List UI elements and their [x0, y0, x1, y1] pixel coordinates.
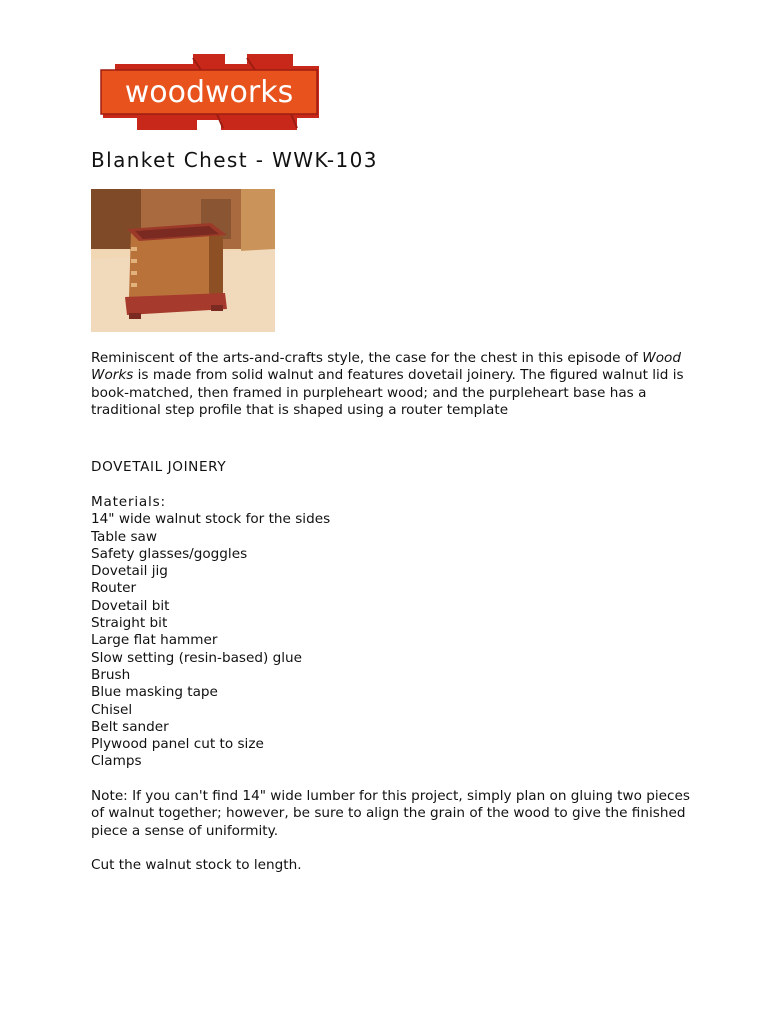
intro-paragraph	[91, 350, 691, 419]
list-item: Blue masking tape	[91, 684, 218, 701]
list-item: Straight bit	[91, 615, 168, 632]
list-item: Table saw	[91, 528, 158, 545]
list-item: Slow setting (resin-based) glue	[91, 649, 302, 666]
materials-list	[91, 494, 691, 771]
materials-label: Materials:	[91, 494, 166, 510]
instruction-paragraph: Cut the walnut stock to length.	[91, 857, 302, 873]
list-item: Router	[91, 580, 137, 597]
list-item: Belt sander	[91, 718, 169, 735]
logo-text: woodworks	[124, 75, 294, 110]
page-title: Blanket Chest - WWK-103	[91, 148, 378, 172]
intro-text-after: is made from solid walnut and features dovetail joinery. The figured walnut lid is book-matched, then framed in purpleheart wood; and the purpleheart base has a traditional step profile that is shaped using a router template	[91, 367, 684, 418]
list-item: Brush	[91, 666, 131, 683]
list-item: Safety glasses/goggles	[91, 545, 248, 562]
list-item: Dovetail bit	[91, 597, 170, 614]
list-item: Clamps	[91, 753, 142, 770]
list-item: Large flat hammer	[91, 632, 218, 649]
note-paragraph: Note: If you can't find 14" wide lumber for this project, simply plan on gluing two pieces of walnut together; however, be sure to align the grain of the wood to give the finished piece a sense of uniformity.	[91, 788, 690, 839]
list-item: 14" wide walnut stock for the sides	[91, 511, 331, 528]
blanket-chest-photo	[91, 189, 275, 332]
list-item: Dovetail jig	[91, 563, 168, 580]
section-heading: DOVETAIL JOINERY	[91, 459, 227, 475]
show-name: Wood Works	[91, 350, 681, 384]
woodworks-logo	[97, 52, 321, 132]
list-item: Plywood panel cut to size	[91, 736, 264, 753]
list-item: Chisel	[91, 701, 133, 718]
intro-text-before: Reminiscent of the arts-and-crafts style, the case for the chest in this episode of	[91, 350, 643, 366]
